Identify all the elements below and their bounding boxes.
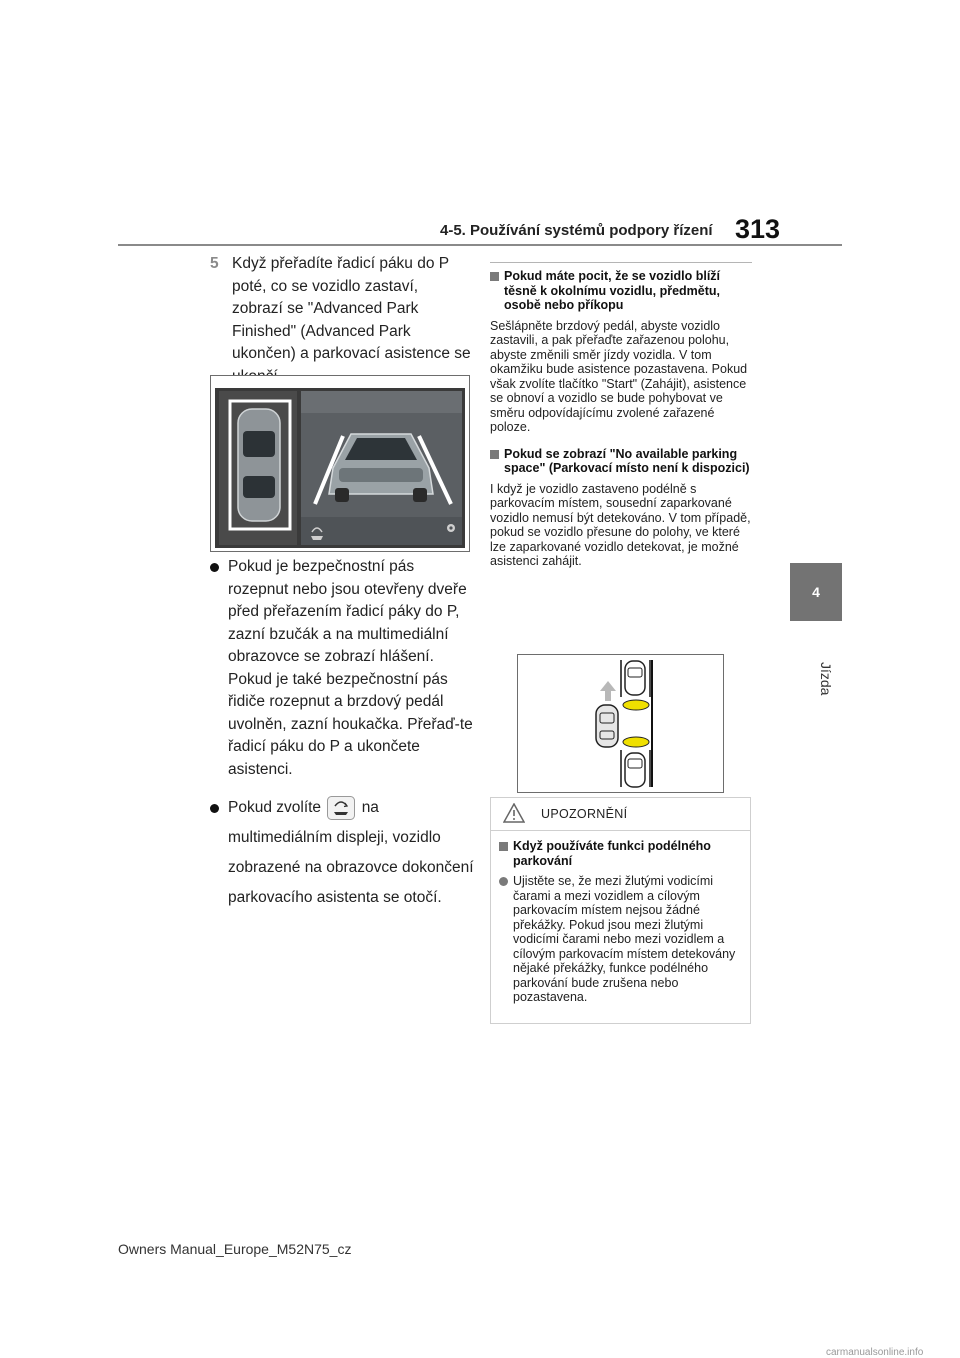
header-divider: [118, 244, 842, 246]
warning-bullet: [499, 874, 742, 1005]
warning-heading: [499, 839, 742, 868]
section-title: 4-5. Používání systémů podpory řízení: [440, 222, 713, 239]
step-text: Když přeřadíte řadicí páku do P poté, co se vozidlo zastaví, zobrazí se "Advanced Park Finished" (Advanced Park ukončen) a parkovací asistence se: [232, 255, 471, 362]
gear-icon[interactable]: [447, 524, 455, 532]
bullet-seatbelt: [210, 556, 478, 781]
heading-text: Pokud se zobrazí "No available parking space" (Parkovací místo není k dispozici): [504, 446, 750, 475]
warning-title: UPOZORNĚNÍ: [541, 807, 628, 821]
chapter-label: [800, 640, 834, 700]
right-column: [490, 262, 752, 569]
page-number: 313: [735, 214, 781, 244]
section-body-near-object: Sešlápněte brzdový pedál, abyste vozidlo zastavili, a pak přeřaďte zařazenou polohu, abyste změnili směr jízdy vozidla. V tom okamžiku bude asistence pozastavena. Pokud však zvolíte tlačítko "Start" (Zahájit), asistence se obnoví a vozidlo se bude pohybovat ve směru odpovídajícímu zvolené zařazené poloze.: [490, 318, 748, 434]
bullet-text-after: na multimediálním displeji, vozidlo zobrazené na obrazovce dokončení parkovacího asistenta se otočí.: [228, 799, 474, 906]
heading-marker: [499, 842, 508, 851]
warning-triangle-icon: [503, 803, 525, 823]
warning-box: [490, 797, 751, 1024]
section-body-no-space: I když je vozidlo zastaveno podélně s parkovacím místem, sousední zaparkované vozidlo nemusí být detekováno. V tom případě, pokud se vozidlo přesune do polohy, ve které lze zaparkované vozidlo detekovat, je možné asistenci zahájit.: [490, 481, 751, 568]
section-heading-no-space: [490, 447, 752, 476]
warning-text: Ujistěte se, že mezi žlutými vodicími čarami a mezi vozidlem a cílovým parkovacím místem nejsou žádné překážky. Pokud jsou mezi žlutými vodicími čarami nebo mezi vozidlem a cílovým parkovacím místem detekovány nějaké překážky, funkce podélného parkování bude zrušena nebo pozastavena.: [513, 874, 736, 1004]
bullet-dot: [210, 563, 219, 572]
heading-text: Pokud máte pocit, že se vozidlo blíží těsně k okolnímu vozidlu, předmětu, osobě nebo příkopu: [504, 269, 721, 312]
parallel-parking-illustration: [517, 654, 724, 793]
warning-header: [491, 798, 750, 831]
bullet-dot: [210, 804, 219, 813]
forward-arrow-icon: [600, 681, 616, 701]
step-5: [210, 253, 472, 388]
heading-text: Když používáte funkci podélného parkování: [513, 839, 711, 868]
left-bullets: [210, 556, 478, 925]
bullet-text-before: Pokud zvolíte: [228, 799, 322, 816]
section-heading-near-object: [490, 269, 752, 313]
parking-finished-screen-illustration: [210, 375, 470, 552]
chapter-tab[interactable]: 4: [790, 563, 842, 621]
rotate-vehicle-icon: [327, 796, 355, 820]
section-divider: [490, 262, 752, 263]
footer-manual-id: Owners Manual_Europe_M52N75_cz: [118, 1241, 352, 1257]
bullet-text: Pokud je bezpečnostní pás rozepnut nebo jsou otevřeny dveře před přeřazením řadicí páky do P, zazní bzučák a na multimediální obrazovce se zobrazí hlášení. Pokud je také bezpečnostní pás řidiče rozepnut a brzdový pedál uvolněn, zazní houkačka. Přeřaď-te řadicí páku do P a ukončete asistenci.: [228, 558, 473, 778]
bullet-dot: [499, 877, 508, 886]
bullet-rotate-vehicle: [210, 793, 478, 913]
chapter-label-text: Jízda: [818, 662, 834, 696]
watermark: carmanualsonline.info: [826, 1347, 924, 1358]
heading-marker: [490, 272, 499, 281]
step-number: 5: [210, 255, 219, 272]
heading-marker: [490, 450, 499, 459]
